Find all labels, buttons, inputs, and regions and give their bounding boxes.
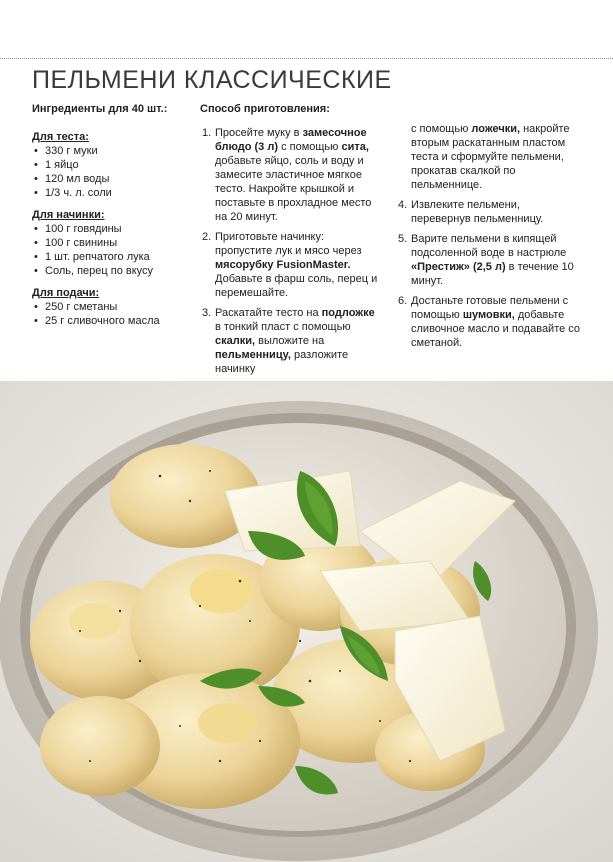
group-label-dough: Для теста: [32,131,89,143]
step-3-continuation: с помощью ложечки, накройте вторым раскатанным пластом теста и сформуйте пельмени, прокатав скалкой по пельменнице. [411,123,570,191]
method-heading: Способ приготовления: [200,103,330,115]
dumplings-photo [0,381,613,862]
method-steps [200,126,378,376]
list-item: • 250 г сметаны [32,300,197,314]
list-item: • 100 г говядины [32,222,197,236]
page-title: ПЕЛЬМЕНИ КЛАССИЧЕСКИЕ [32,66,392,94]
list-item: • 100 г свинины [32,236,197,250]
ingredient-list-serving [32,300,197,328]
method-column [200,102,378,382]
step-4: 4. Извлеките пельмени, перевернув пельменницу. [398,199,544,225]
list-item: • 1 шт. репчатого лука [32,250,197,264]
list-item: • 1 яйцо [32,158,197,172]
list-item: • 330 г муки [32,144,197,158]
list-item: • 25 г сливочного масла [32,314,197,328]
top-dotted-rule [0,58,613,59]
step-2: 2. Приготовьте начинку: пропустите лук и мясо через мясорубку FusionMaster. Добавьте в фарш соль, перец и перемешайте. [202,231,378,299]
ingredients-heading: Ингредиенты для 40 шт.: [32,103,168,115]
ingredient-list-dough [32,144,197,200]
list-item: • 1/3 ч. л. соли [32,186,197,200]
step-5: 5. Варите пельмени в кипящей подсоленной воде в настрюле «Престиж» (2,5 л) в течение 10 минут. [398,233,574,287]
dumplings-bowl-illustration [0,381,613,862]
step-3: 3. Раскатайте тесто на подложке в тонкий пласт с помощью скалки, выложите на пельменницу, разложите начинку [202,307,375,375]
method-steps-continued [396,198,582,350]
step-6: 6. Достаньте готовые пельмени с помощью шумовки, добавьте сливочное масло и подавайте со сметаной. [398,295,581,349]
group-label-filling: Для начинки: [32,209,105,221]
list-item: • Соль, перец по вкусу [32,264,197,278]
method-column-continued [396,122,582,356]
ingredient-list-filling [32,222,197,278]
list-item: • 120 мл воды [32,172,197,186]
group-label-serving: Для подачи: [32,287,100,299]
ingredients-column [32,102,197,328]
step-1: 1. Просейте муку в замесочное блюдо (3 л) с помощью сита, добавьте яйцо, соль и воду и замесите эластичное мягкое тесто. Накройте крышкой и поставьте в прохладное место на 20 минут. [202,127,372,223]
